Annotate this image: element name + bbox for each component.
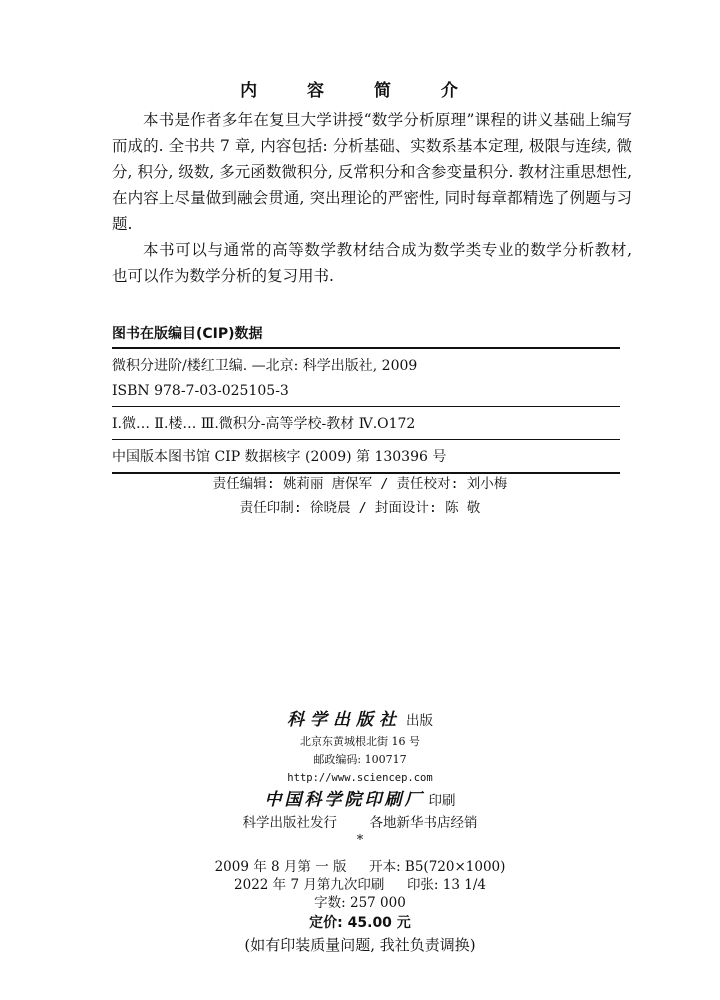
distribution-row xyxy=(0,814,720,832)
printing-row xyxy=(0,876,720,894)
book-price: 定价: 45.00 元 xyxy=(309,915,411,931)
cip-subject-line: Ⅰ.微… Ⅱ.楼… Ⅲ.微积分-高等学校-教材 Ⅳ.O172 xyxy=(112,416,416,432)
publisher-postcode: 邮政编码: 100717 xyxy=(313,753,407,766)
intro-paragraph-2: 本书可以与通常的高等数学教材结合成为数学类专业的数学分析教材, 也可以作为数学分析的复习用书. xyxy=(112,241,632,285)
printer-row xyxy=(0,787,720,814)
cip-isbn-line: ISBN 978-7-03-025105-3 xyxy=(112,383,289,399)
intro-paragraph-1: 本书是作者多年在复旦大学讲授“数学分析原理”课程的讲义基础上编写而成的. 全书共 7 章, 内容包括: 分析基础、实数系基本定理, 极限与连续, 微分, 积分, 级数, 多元函数微积分, 反常积分和含参变量积分. 教材注重思想性, 在内容上尽量做到融会贯通, 突出理论的严密性, 同时每章都精选了例题与习题. xyxy=(112,111,632,233)
book-format: 开本: B5(720×1000) xyxy=(369,859,506,875)
page-title: 内 容 简 介 xyxy=(240,81,480,101)
editors-line-2: 责任印制: 徐晓晨 / 封面设计: 陈 敬 xyxy=(239,500,481,516)
publisher-suffix: 出版 xyxy=(405,713,433,729)
distribution-bookstores: 各地新华书店经销 xyxy=(369,815,478,831)
printer-suffix: 印刷 xyxy=(428,793,456,809)
responsible-editors xyxy=(0,472,720,520)
printed-sheets: 印张: 13 1/4 xyxy=(406,877,486,893)
cip-record xyxy=(112,349,620,407)
cip-classification xyxy=(112,407,620,440)
quality-note: (如有印装质量问题, 我社负责调换) xyxy=(244,936,476,954)
edition-date: 2009 年 8 月第 一 版 xyxy=(214,859,347,875)
introduction xyxy=(112,107,632,289)
cip-data-block xyxy=(112,323,620,474)
cip-heading: 图书在版编目(CIP)数据 xyxy=(112,323,620,349)
cip-title-line: 微积分进阶/楼红卫编. —北京: 科学出版社, 2009 xyxy=(112,358,418,374)
printing-date: 2022 年 7 月第九次印刷 xyxy=(234,877,385,893)
cip-number xyxy=(112,440,620,474)
publisher-row xyxy=(0,708,720,733)
publisher-name: 科学出版社 xyxy=(287,710,402,730)
distribution-publisher: 科学出版社发行 xyxy=(242,815,337,831)
cip-number-line: 中国版本图书馆 CIP 数据核字 (2009) 第 130396 号 xyxy=(112,449,447,465)
publisher-address: 北京东黄城根北街 16 号 xyxy=(300,735,420,748)
edition-row xyxy=(0,858,720,876)
imprint-separator: * xyxy=(356,833,364,848)
publisher-url: http://www.sciencep.com xyxy=(287,772,433,784)
printer-name: 中国科学院印刷厂 xyxy=(264,790,425,810)
editors-line-1: 责任编辑: 姚莉丽 唐保军 / 责任校对: 刘小梅 xyxy=(212,476,508,492)
imprint-block xyxy=(0,708,720,956)
word-count: 字数: 257 000 xyxy=(314,895,406,911)
